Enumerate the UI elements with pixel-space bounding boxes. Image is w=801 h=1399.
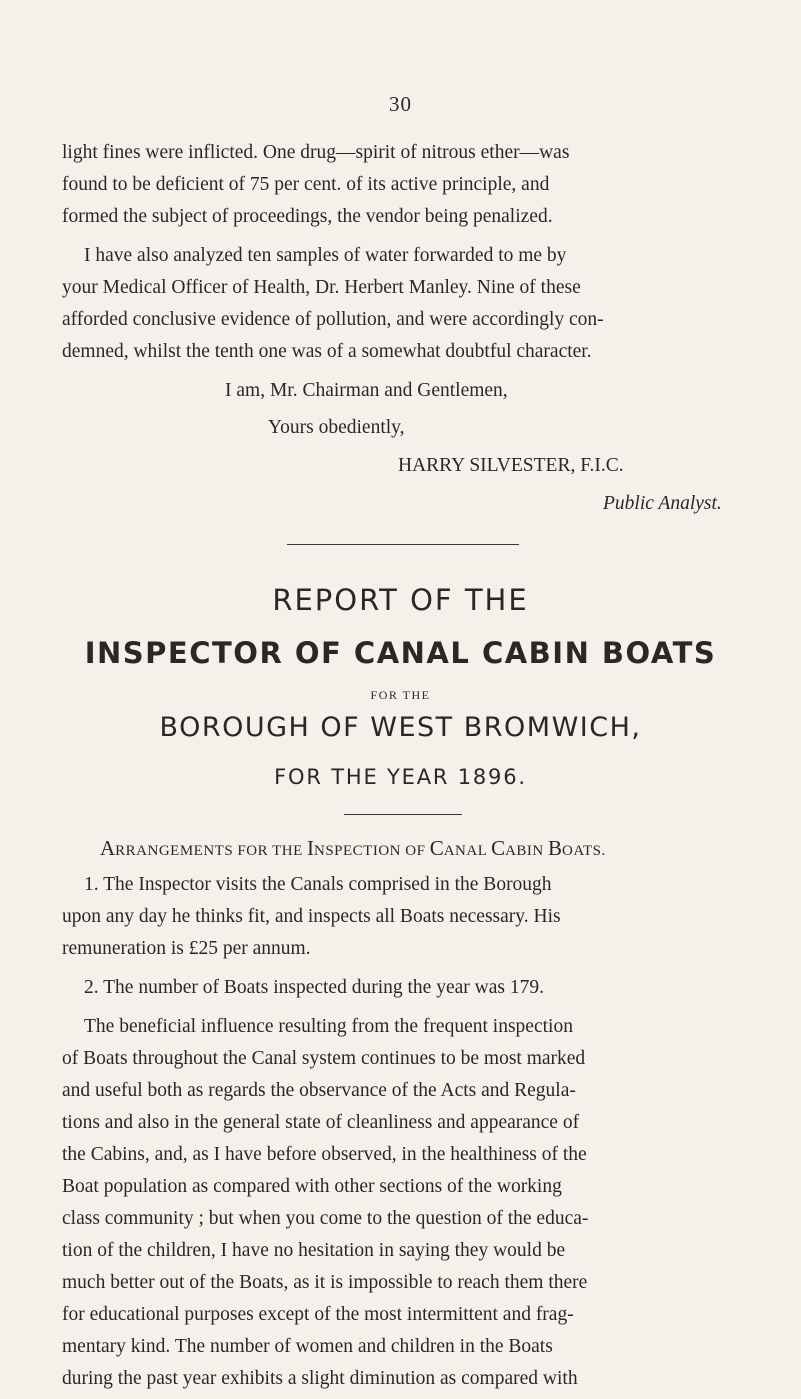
arrangements-heading	[100, 836, 606, 861]
report-heading-line-3: FOR THE	[370, 688, 431, 702]
text-line: tions and also in the general state of cleanliness and appearance of	[62, 1112, 580, 1133]
text-line: your Medical Officer of Health, Dr. Herbert Manley. Nine of these	[62, 277, 581, 298]
signature: HARRY SILVESTER, F.I.C.	[398, 455, 624, 476]
cap-letter: B	[548, 836, 563, 860]
signatory-title: Public Analyst.	[603, 493, 722, 514]
text-line: Boat population as compared with other sections of the working	[62, 1176, 562, 1197]
text-line: formed the subject of proceedings, the vendor being penalized.	[62, 206, 553, 227]
text-line: 1. The Inspector visits the Canals comprised in the Borough	[84, 874, 552, 895]
small-caps: RRANGEMENTS FOR THE	[115, 843, 307, 859]
small-caps: OATS.	[562, 843, 606, 859]
text-line: tion of the children, I have no hesitation in saying they would be	[62, 1240, 566, 1261]
valediction: Yours obediently,	[268, 417, 405, 438]
text-line: The beneficial influence resulting from the frequent inspection	[84, 1016, 573, 1037]
report-heading-line-2: INSPECTOR OF CANAL CABIN BOATS	[84, 636, 717, 670]
report-heading-line-1: REPORT OF THE	[272, 583, 529, 617]
small-caps: NSPECTION OF	[314, 843, 430, 859]
text-line: the Cabins, and, as I have before observed, in the healthiness of the	[62, 1144, 587, 1165]
cap-letter: I	[307, 836, 314, 860]
salutation: I am, Mr. Chairman and Gentlemen,	[225, 380, 508, 401]
item-2-paragraph: 2. The number of Boats inspected during the year was 179.	[84, 977, 544, 998]
text-line: upon any day he thinks fit, and inspects all Boats necessary. His	[62, 906, 561, 927]
report-heading-line-5: FOR THE YEAR 1896.	[274, 765, 527, 789]
text-line: light fines were inflicted. One drug—spirit of nitrous ether—was	[62, 142, 570, 163]
text-line: mentary kind. The number of women and children in the Boats	[62, 1336, 553, 1357]
text-line: of Boats throughout the Canal system continues to be most marked	[62, 1048, 586, 1069]
text-line: found to be deficient of 75 per cent. of its active principle, and	[62, 174, 550, 195]
small-caps: ABIN	[505, 843, 548, 859]
text-line: afforded conclusive evidence of pollution, and were accordingly con-	[62, 309, 604, 330]
text-line: and useful both as regards the observance of the Acts and Regula-	[62, 1080, 576, 1101]
heading-divider	[344, 814, 462, 815]
small-caps: ANAL	[443, 843, 492, 859]
text-line: class community ; but when you come to the question of the educa-	[62, 1208, 589, 1229]
text-line: I have also analyzed ten samples of water forwarded to me by	[84, 245, 567, 266]
cap-letter: A	[100, 836, 116, 860]
page-number: 30	[389, 92, 412, 116]
cap-letter: C	[491, 836, 506, 860]
cap-letter: C	[429, 836, 444, 860]
section-divider	[287, 544, 519, 545]
text-line: demned, whilst the tenth one was of a somewhat doubtful character.	[62, 341, 592, 362]
text-line: remuneration is £25 per annum.	[62, 938, 311, 959]
report-heading-line-4: BOROUGH OF WEST BROMWICH,	[159, 712, 642, 743]
text-line: for educational purposes except of the most intermittent and frag-	[62, 1304, 574, 1325]
text-line: during the past year exhibits a slight diminution as compared with	[62, 1368, 578, 1389]
text-line: much better out of the Boats, as it is impossible to reach them there	[62, 1272, 588, 1293]
